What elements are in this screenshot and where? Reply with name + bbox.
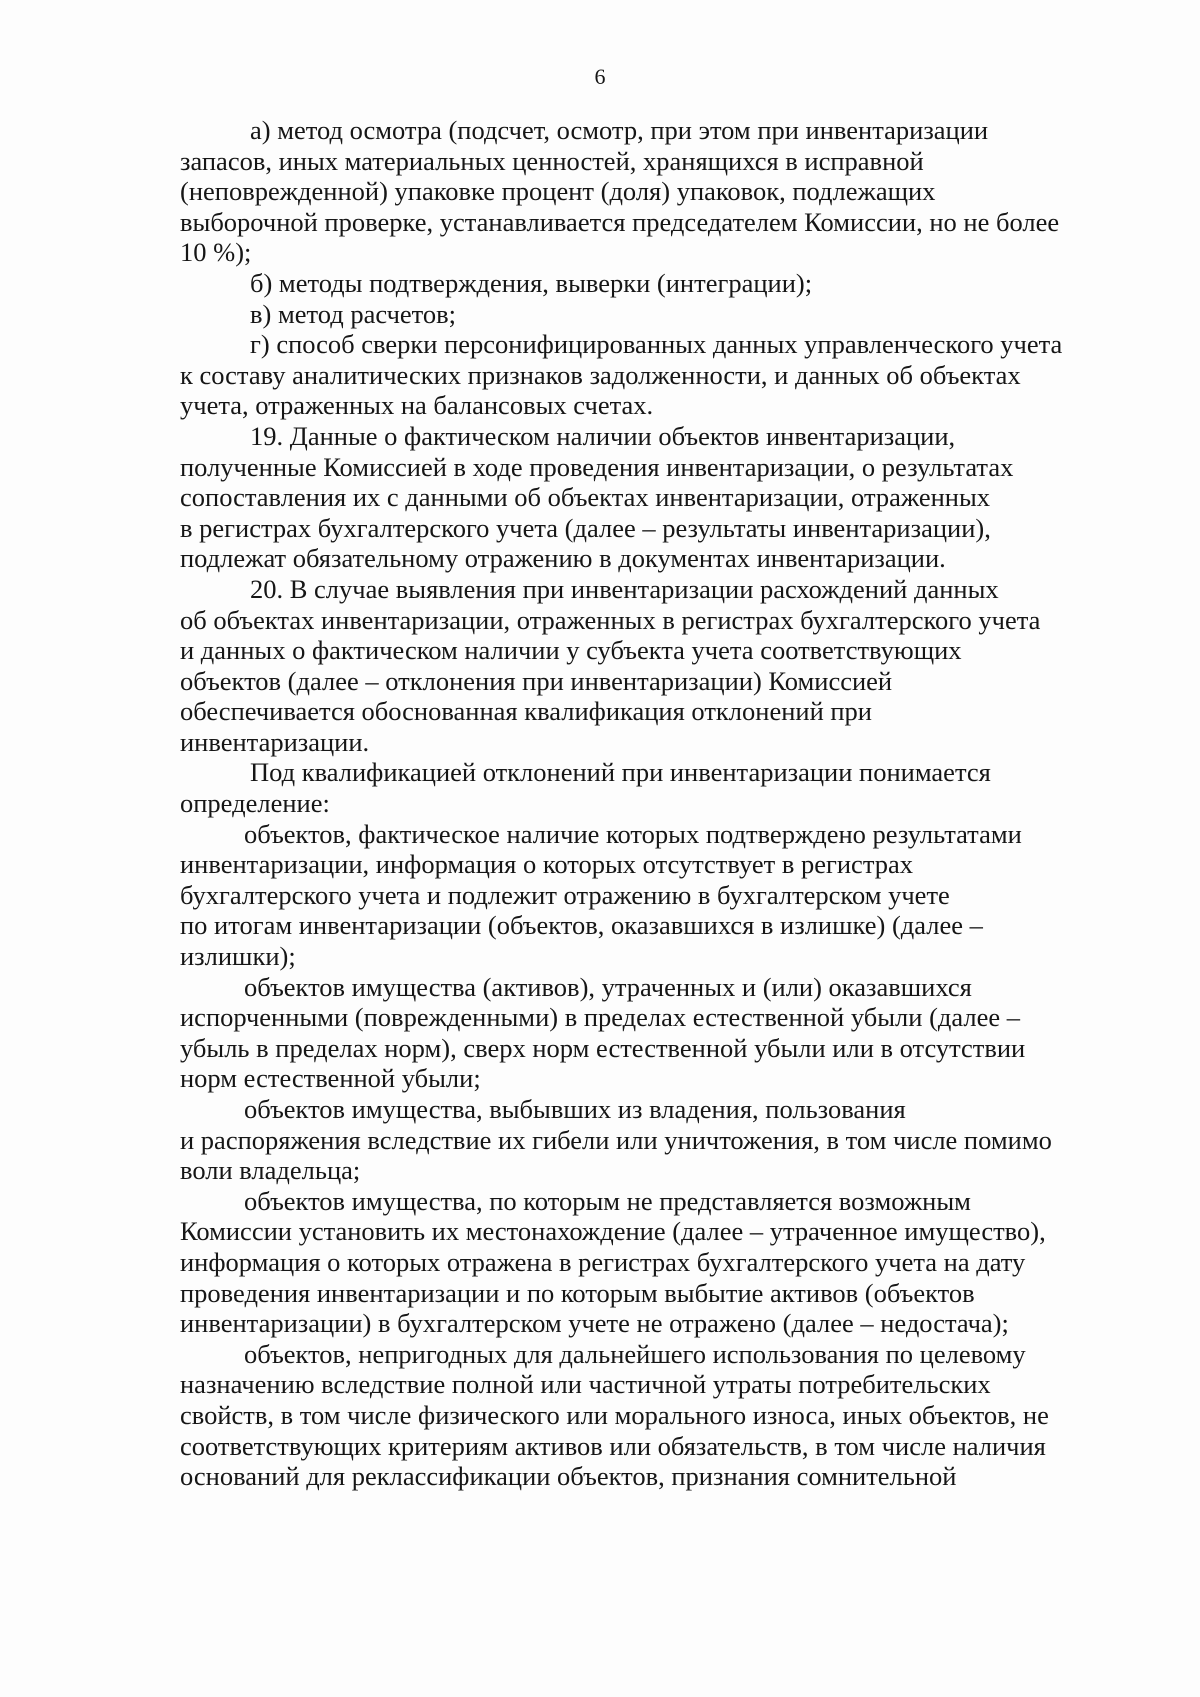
paragraph-disposed-assets: объектов имущества, выбывших из владения, пользования и распоряжения вследствие их гибели или уничтожения, в том числе помимо воли владельца; — [180, 1094, 1052, 1186]
paragraph-method-inspection: а) метод осмотра (подсчет, осмотр, при этом при инвентаризации запасов, иных материальных ценностей, хранящихся в исправной (неповрежденной) упаковке процент (доля) упаковок, подлежащих выборочной проверке, устанавливается председателем Комиссии, но не более 10 %); — [180, 115, 1060, 268]
paragraph-natural-loss: объектов имущества (активов), утраченных и (или) оказавшихся испорченными (поврежденными) в пределах естественной убыли (далее – убыль в пределах норм), сверх норм естественной убыли или в отсутствии норм естественной убыли; — [180, 971, 1026, 1094]
paragraph-shortage: объектов имущества, по которым не представляется возможным Комиссии установить их местонахождение (далее – утраченное имущество), информация о которых отражена в регистрах бухгалтерского учета на дату проведения инвентаризации и по которым выбытие активов (объектов инвентаризации) в бухгалтерском учете не отражено (далее – недостача); — [180, 1185, 1046, 1339]
document-body — [180, 115, 1110, 1492]
paragraph-method-reconciliation: г) способ сверки персонифицированных данных управленческого учета к составу аналитических признаков задолженности, и данных об объектах учета, отраженных на балансовых счетах. — [180, 329, 1063, 421]
paragraph-qualification-definition: Под квалификацией отклонений при инвентаризации понимается определение: — [180, 757, 991, 819]
paragraph-clause-20: 20. В случае выявления при инвентаризации расхождений данных об объектах инвентаризации, отраженных в регистрах бухгалтерского учета и данных о фактическом наличии у субъекта учета соответствующих объектов (далее – отклонения при инвентаризации) Комиссией обеспечивается обоснованная квалификация отклонений при инвентаризации. — [180, 573, 1041, 757]
paragraph-method-confirmation: б) методы подтверждения, выверки (интеграции); — [250, 267, 813, 298]
paragraph-unusable-objects: объектов, непригодных для дальнейшего использования по целевому назначению вследствие полной или частичной утраты потребительских свойств, в том числе физического или морального износа, иных объектов, не соответствующих критериям активов или обязательств, в том числе наличия оснований для реклассификации объектов, признания сомнительной — [180, 1338, 1049, 1492]
page-number: 6 — [594, 64, 606, 89]
paragraph-clause-19: 19. Данные о фактическом наличии объектов инвентаризации, полученные Комиссией в ходе проведения инвентаризации, о результатах сопоставления их с данными об объектах инвентаризации, отраженных в регистрах бухгалтерского учета (далее – результаты инвентаризации), подлежат обязательному отражению в документах инвентаризации. — [180, 420, 1014, 574]
paragraph-surplus: объектов, фактическое наличие которых подтверждено результатами инвентаризации, информация о которых отсутствует в регистрах бухгалтерского учета и подлежит отражению в бухгалтерском учете по итогам инвентаризации (объектов, оказавшихся в излишке) (далее – излишки); — [180, 818, 1022, 972]
paragraph-method-calculation: в) метод расчетов; — [250, 298, 457, 329]
